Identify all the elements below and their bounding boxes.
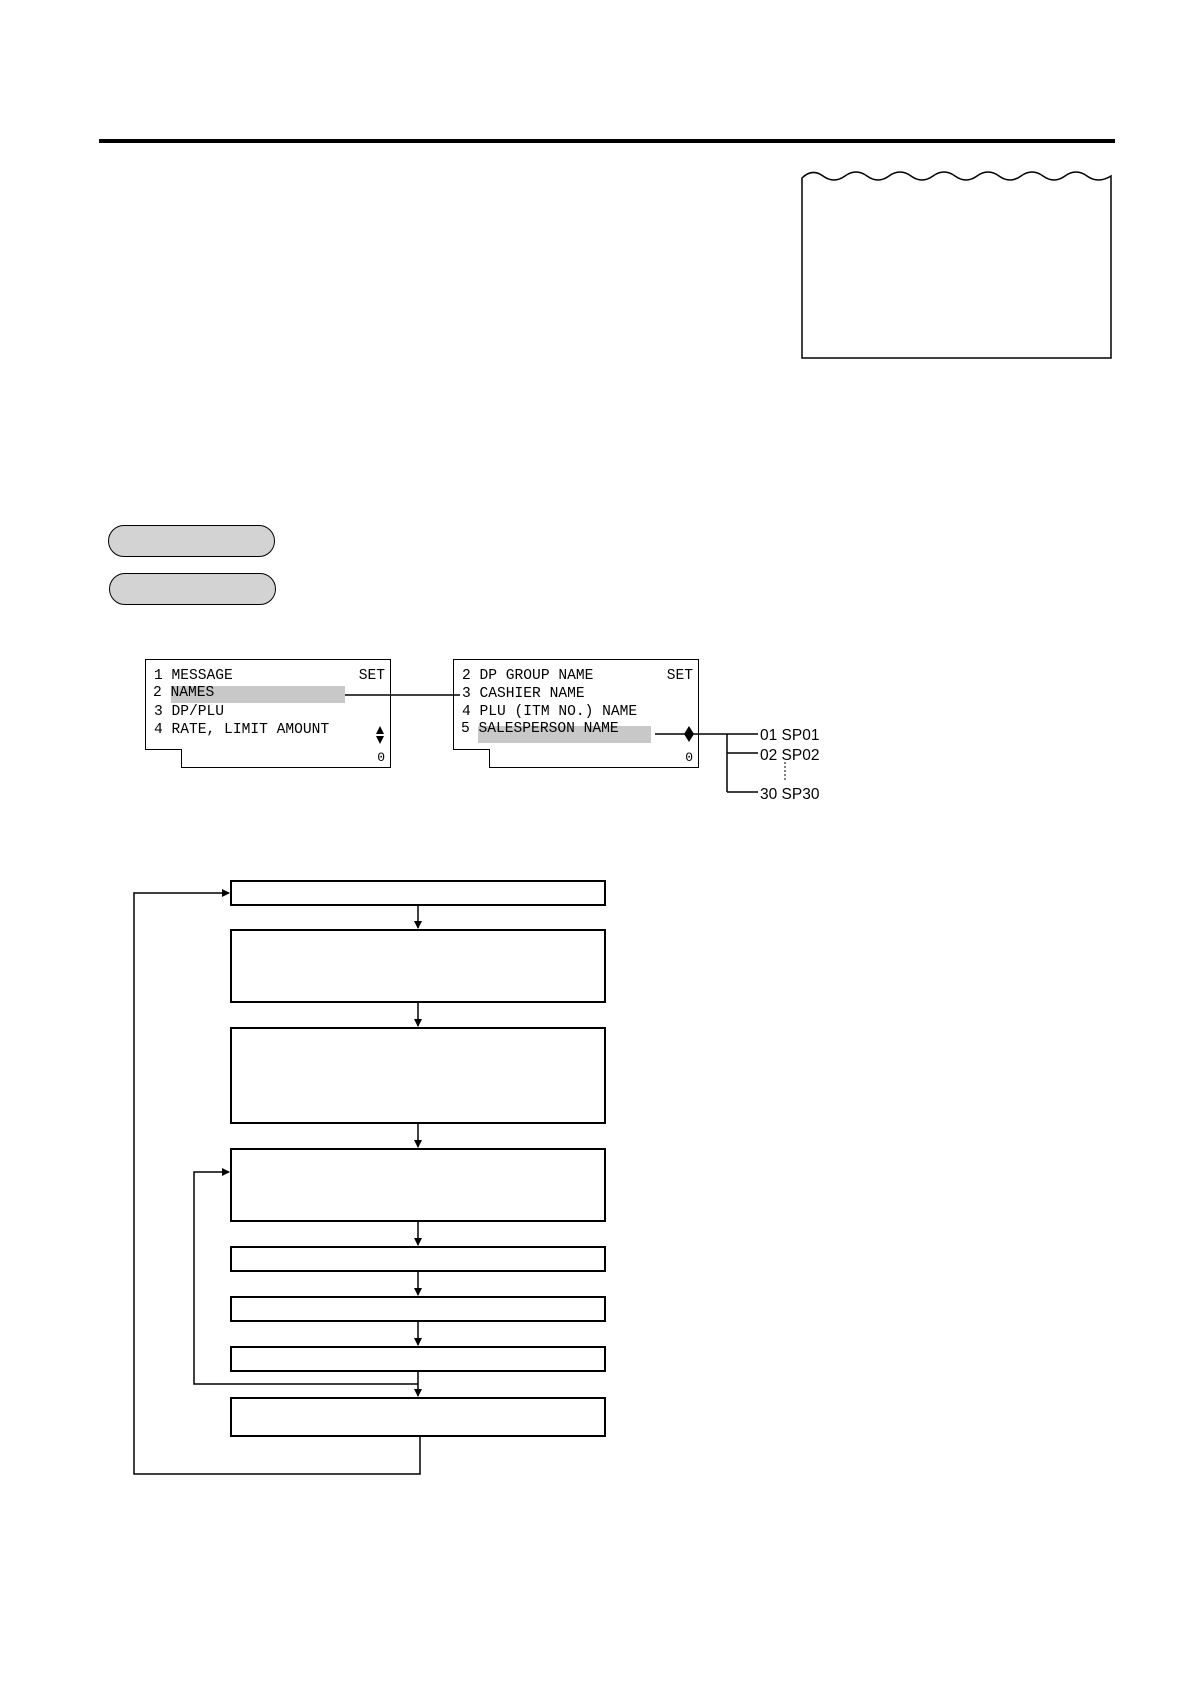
menu2-line-3[interactable]: 4 PLU (ITM NO.) NAME (462, 704, 638, 720)
menu2-line-2[interactable]: 3 CASHIER NAME (462, 686, 585, 702)
salesperson-item-2[interactable]: 02 SP02 (760, 747, 820, 764)
salesperson-item-1[interactable]: 01 SP01 (760, 727, 820, 744)
salesperson-item-3[interactable]: 30 SP30 (760, 786, 820, 803)
menu2-set-label: SET (666, 668, 693, 684)
menu1-line-3[interactable]: 3 DP/PLU (154, 704, 225, 720)
menu1-line-4[interactable]: 4 RATE, LIMIT AMOUNT (154, 722, 330, 738)
menu2-line-4-text: 5 SALESPERSON NAME (461, 721, 619, 737)
menu2-line-1[interactable]: 2 DP GROUP NAME (462, 668, 594, 684)
menu1-set-label: SET (358, 668, 385, 684)
menu1-line-1[interactable]: 1 MESSAGE (154, 668, 233, 684)
menu1-footer: 0 (181, 749, 391, 768)
menu2-footer: 0 (489, 749, 699, 768)
menu1-line-2-text: 2 NAMES (153, 685, 215, 701)
